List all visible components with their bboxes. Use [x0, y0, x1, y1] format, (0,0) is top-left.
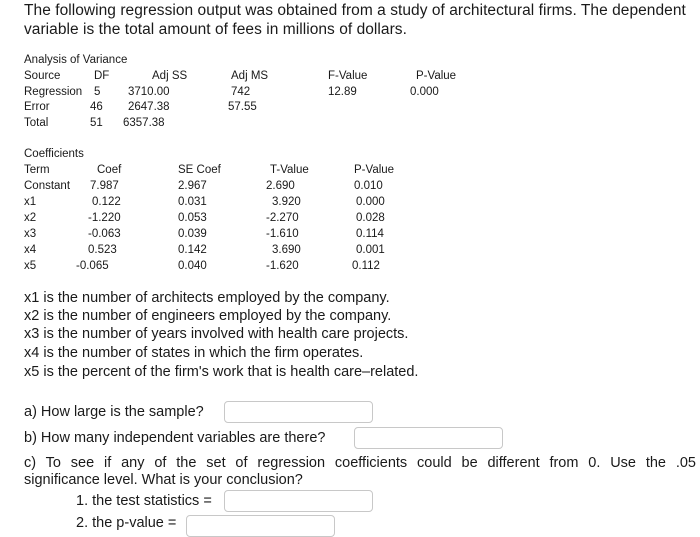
anova-header-f: F-Value	[328, 70, 368, 82]
coef-row-term: x3	[24, 228, 37, 240]
anova-header-p: P-Value	[416, 70, 457, 82]
anova-row-source: Error	[24, 101, 50, 113]
coef-row-t: -1.620	[266, 260, 299, 272]
anova-header-ss: Adj SS	[152, 70, 188, 82]
coef-row-coef: -0.065	[76, 260, 109, 272]
anova-row-df: 51	[90, 117, 103, 129]
question-c2: 2. the p-value =	[76, 515, 177, 531]
coef-row-coef: 7.987	[90, 180, 119, 192]
question-c-line-1: c) To see if any of the set of regression coefficients could be different from 0. Use the .05	[24, 455, 696, 471]
anova-row-ms: 742	[231, 86, 251, 98]
coef-row-term: x1	[24, 196, 37, 208]
coef-row-se: 0.039	[178, 228, 207, 240]
definition-x4: x4 is the number of states in which the firm operates.	[24, 345, 364, 361]
coef-header-p: P-Value	[354, 164, 395, 176]
definition-x5: x5 is the percent of the firm's work that is health care–related.	[24, 364, 419, 380]
coef-row-p: 0.028	[356, 212, 385, 224]
coef-row-t: -2.270	[266, 212, 299, 224]
anova-row-ss: 6357.38	[123, 117, 165, 129]
coef-row-t: 2.690	[266, 180, 295, 192]
coef-header-se: SE Coef	[178, 164, 221, 176]
anova-row-df: 5	[94, 86, 101, 98]
coef-row-p: 0.114	[356, 228, 384, 240]
coef-row-p: 0.001	[356, 244, 385, 256]
coef-row-t: 3.690	[272, 244, 301, 256]
coef-row-p: 0.010	[354, 180, 383, 192]
coef-row-term: x4	[24, 244, 37, 256]
answer-c1-input[interactable]	[224, 490, 373, 512]
anova-row-source: Regression	[24, 86, 83, 98]
intro-line-2: variable is the total amount of fees in millions of dollars.	[24, 21, 407, 38]
coef-row-term: x5	[24, 260, 37, 272]
coef-header-coef: Coef	[97, 164, 122, 176]
answer-a-input[interactable]	[224, 401, 373, 423]
coef-row-p: 0.112	[352, 260, 380, 272]
coef-header-t: T-Value	[270, 164, 309, 176]
anova-row-ss: 3710.00	[128, 86, 170, 98]
anova-row-ms: 57.55	[228, 101, 257, 113]
answer-c2-input[interactable]	[186, 515, 335, 537]
question-c1: 1. the test statistics =	[76, 493, 212, 509]
anova-row-p: 0.000	[410, 86, 439, 98]
definition-x1: x1 is the number of architects employed by the company.	[24, 290, 390, 306]
anova-header-source: Source	[24, 70, 61, 82]
coef-row-term: x2	[24, 212, 37, 224]
coef-row-term: Constant	[24, 180, 71, 192]
anova-row-f: 12.89	[328, 86, 357, 98]
question-c-line-2: significance level. What is your conclusion?	[24, 472, 303, 488]
coef-row-coef: 0.523	[88, 244, 117, 256]
answer-b-input[interactable]	[354, 427, 503, 449]
coef-header-term: Term	[24, 164, 50, 176]
anova-row-source: Total	[24, 117, 49, 129]
anova-row-df: 46	[90, 101, 103, 113]
intro-line-1: The following regression output was obtained from a study of architectural firms. The dependent	[24, 2, 686, 19]
coef-title: Coefficients	[24, 148, 84, 160]
coef-row-se: 0.031	[178, 196, 207, 208]
anova-row-ss: 2647.38	[128, 101, 170, 113]
coef-row-t: 3.920	[272, 196, 301, 208]
anova-header-df: DF	[94, 70, 110, 82]
question-b: b) How many independent variables are there?	[24, 430, 326, 446]
question-a: a) How large is the sample?	[24, 404, 204, 420]
anova-header-ms: Adj MS	[231, 70, 269, 82]
coef-row-coef: -0.063	[88, 228, 121, 240]
coef-row-se: 0.053	[178, 212, 207, 224]
coef-row-se: 2.967	[178, 180, 207, 192]
anova-title: Analysis of Variance	[24, 54, 128, 66]
coef-row-coef: -1.220	[88, 212, 121, 224]
definition-x2: x2 is the number of engineers employed by the company.	[24, 308, 392, 324]
definition-x3: x3 is the number of years involved with health care projects.	[24, 326, 409, 342]
coef-row-coef: 0.122	[92, 196, 121, 208]
coef-row-se: 0.040	[178, 260, 207, 272]
coef-row-p: 0.000	[356, 196, 385, 208]
coef-row-t: -1.610	[266, 228, 299, 240]
coef-row-se: 0.142	[178, 244, 207, 256]
